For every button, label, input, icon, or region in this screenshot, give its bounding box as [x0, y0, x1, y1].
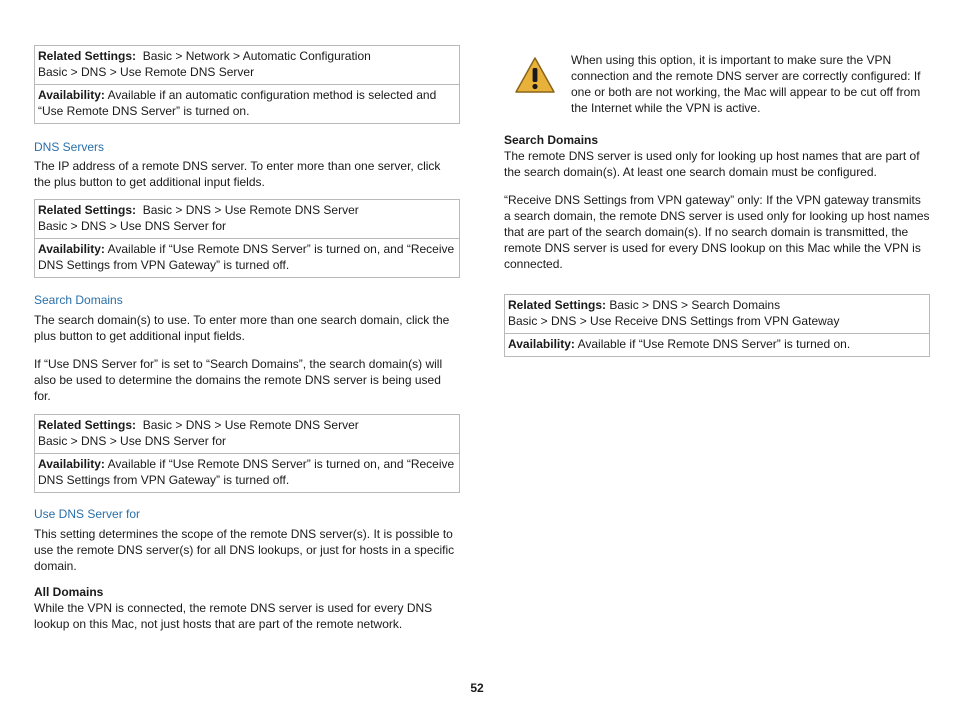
paragraph: “Receive DNS Settings from VPN gateway” only: If the VPN gateway transmits a search domain, the remote DNS server is used only for looking up host names that are part of the search domain(s). If no search domain is transmitted, the remote DNS server is used for every DNS lookup on this Mac while the VPN is connected. [504, 193, 930, 271]
related-settings-row [35, 200, 459, 238]
availability-text: Available if “Use Remote DNS Server” is turned on, and “Receive DNS Settings from VPN Gateway” is turned off. [38, 242, 455, 272]
warning-text: When using this option, it is important to make sure the VPN connection and the remote DNS server are correctly configured: If one or both are not working, the Mac will appear to be cut off from the Internet while the VPN is active. [571, 53, 921, 115]
related-settings-label: Related Settings: [38, 203, 137, 217]
availability-row [35, 84, 459, 123]
related-setting-path: Basic > DNS > Use Remote DNS Server [142, 418, 359, 432]
related-settings-label: Related Settings: [38, 418, 137, 432]
section-heading-search-domains: Search Domains [34, 293, 123, 307]
related-settings-label: Related Settings: [38, 49, 137, 63]
related-settings-row [35, 415, 459, 453]
warning-triangle-icon [514, 56, 556, 94]
warning-callout [504, 48, 930, 128]
related-setting-path: Basic > DNS > Use DNS Server for [38, 434, 227, 448]
paragraph: The IP address of a remote DNS server. To enter more than one server, click the plus button to get additional input fields. [34, 159, 441, 189]
paragraph: The search domain(s) to use. To enter more than one search domain, click the plus button to get additional input fields. [34, 313, 450, 343]
related-setting-path: Basic > DNS > Use Remote DNS Server [38, 65, 255, 79]
section-heading-use-dns-server-for: Use DNS Server for [34, 507, 141, 521]
related-setting-path: Basic > DNS > Use Remote DNS Server [142, 203, 359, 217]
section-heading-dns-servers: DNS Servers [34, 140, 105, 154]
availability-label: Availability: [38, 457, 105, 471]
availability-row [35, 453, 459, 492]
availability-row [505, 333, 929, 356]
right-column [504, 48, 930, 357]
left-column [34, 45, 460, 632]
page-number: 52 [470, 681, 484, 695]
availability-label: Availability: [508, 337, 575, 351]
related-settings-box [34, 414, 460, 493]
availability-label: Availability: [38, 242, 105, 256]
paragraph: This setting determines the scope of the remote DNS server(s). It is possible to use the remote DNS server(s) for all DNS lookups, or just for hosts in a specific domain. [34, 527, 455, 573]
paragraph: If “Use DNS Server for” is set to “Search Domains”, the search domain(s) will also be used to determine the domains the remote DNS server is being used for. [34, 357, 443, 403]
related-settings-label: Related Settings: [508, 298, 607, 312]
paragraph: The remote DNS server is used only for looking up host names that are part of the search domain(s). At least one search domain must be configured. [504, 149, 920, 179]
availability-text: Available if “Use Remote DNS Server” is turned on. [577, 337, 851, 351]
availability-text: Available if an automatic configuration method is selected and “Use Remote DNS Server” is turned on. [38, 88, 437, 118]
subsection-all-domains [34, 584, 460, 632]
related-settings-row [35, 46, 459, 84]
subsection-title: All Domains [34, 585, 104, 599]
related-settings-box [34, 199, 460, 278]
related-setting-path: Basic > DNS > Use Receive DNS Settings from VPN Gateway [508, 314, 840, 328]
related-settings-box [504, 294, 930, 357]
subsection-title: Search Domains [504, 133, 599, 147]
paragraph: While the VPN is connected, the remote DNS server is used for every DNS lookup on this Mac, not just hosts that are part of the remote network. [34, 601, 433, 631]
related-settings-row [505, 295, 929, 333]
related-setting-path: Basic > DNS > Search Domains [609, 298, 781, 312]
availability-text: Available if “Use Remote DNS Server” is turned on, and “Receive DNS Settings from VPN Gateway” is turned off. [38, 457, 455, 487]
availability-label: Availability: [38, 88, 105, 102]
related-setting-path: Basic > DNS > Use DNS Server for [38, 219, 227, 233]
subsection-search-domains [504, 132, 930, 180]
related-setting-path: Basic > Network > Automatic Configuration [142, 49, 371, 63]
related-settings-box [34, 45, 460, 124]
availability-row [35, 238, 459, 277]
